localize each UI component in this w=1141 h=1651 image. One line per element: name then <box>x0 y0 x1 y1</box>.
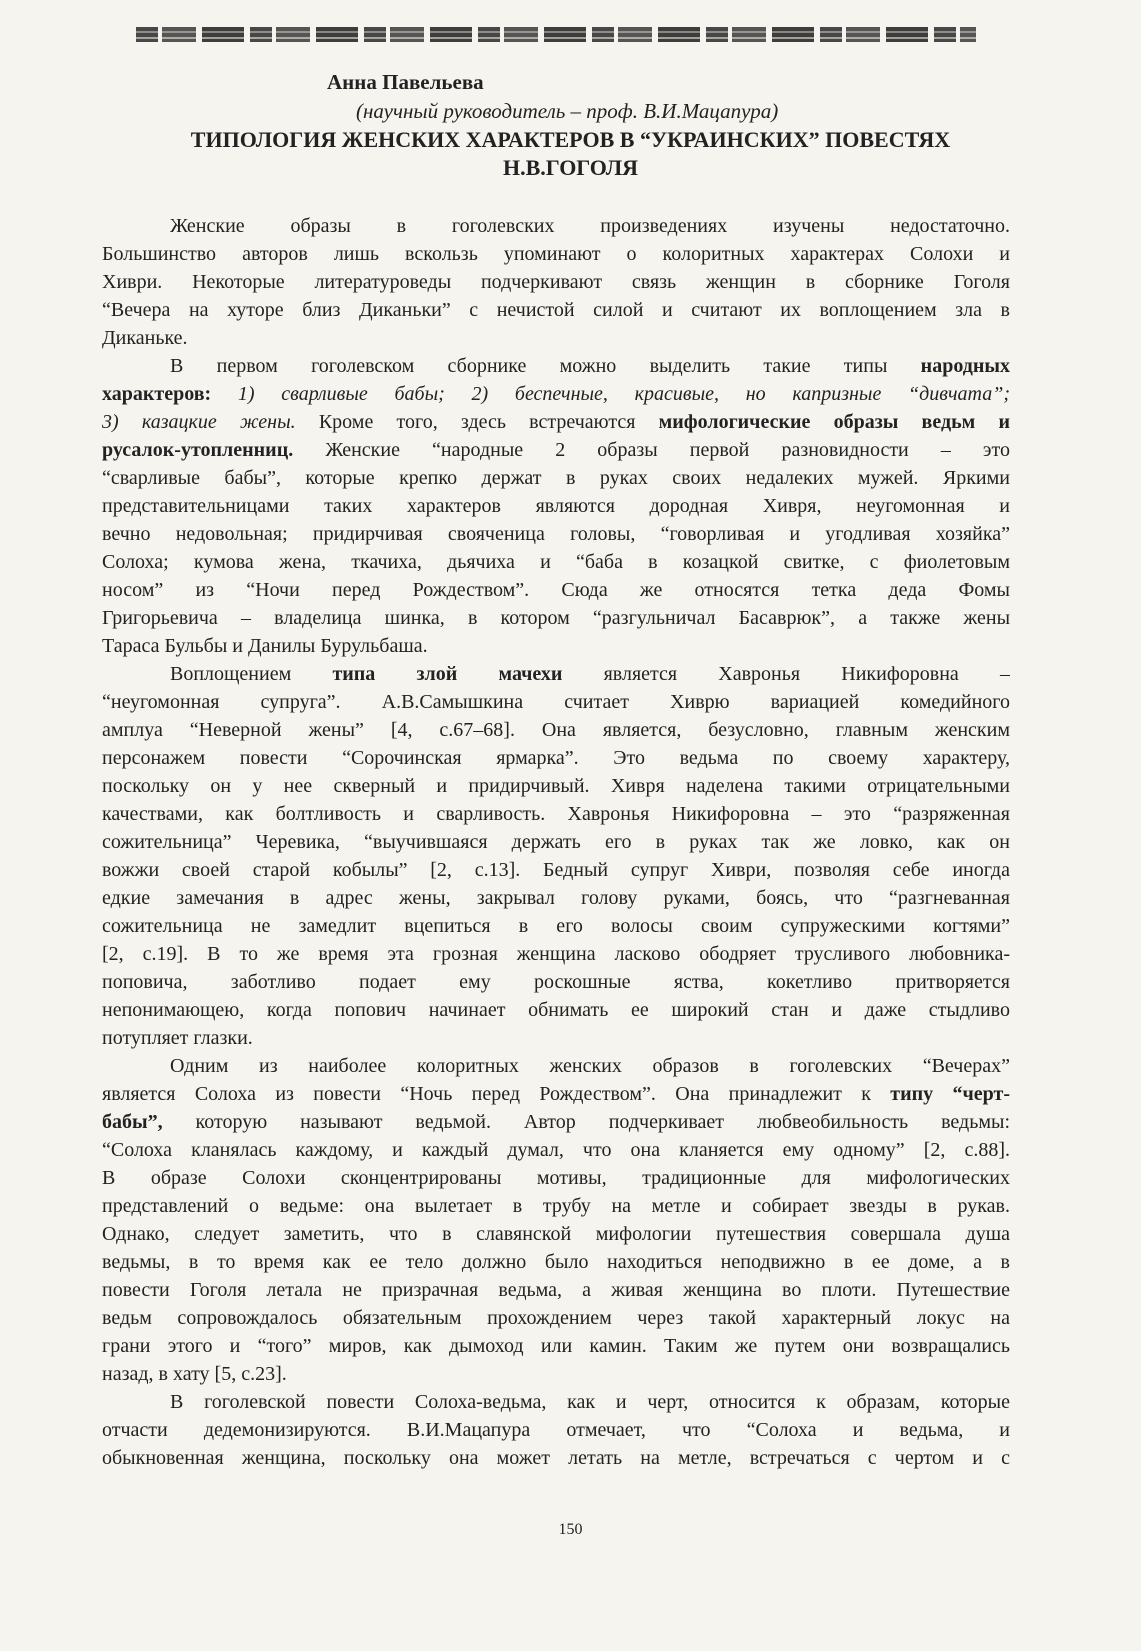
text-line <box>102 240 1010 268</box>
text-line <box>102 744 1010 772</box>
paragraph <box>102 660 1010 1052</box>
text-run: Хиври. Некоторые литературоведы подчеркивают связь женщин в сборнике Гоголя <box>102 271 1010 293</box>
text-run: вечно недовольная; придирчивая свояченица головы, “говорливая и угодливая хозяйка” <box>102 523 1010 545</box>
page-number: 150 <box>558 1521 583 1538</box>
text-run: непонимающею, когда попович начинает обнимать ее широкий стан и даже стыдливо <box>102 999 1010 1021</box>
text-run: Воплощением <box>170 663 333 685</box>
text-line <box>102 884 1010 912</box>
text-line <box>102 436 1010 464</box>
text-run: повести Гоголя летала не призрачная ведьма, а живая женщина во плоти. Путешествие <box>102 1279 1010 1301</box>
bold-text: типу “черт- <box>890 1083 1010 1105</box>
text-run: Большинство авторов лишь вскользь упоминают о колоритных характерах Солохи и <box>102 243 1010 265</box>
text-run: В первом гоголевском сборнике можно выделить такие типы <box>170 355 921 377</box>
text-line <box>102 1360 1010 1388</box>
text-run: ведьм сопровождалось обязательным прохождением через такой характерный локус на <box>102 1307 1010 1329</box>
text-run: Однако, следует заметить, что в славянской мифологии путешествия совершала душа <box>102 1223 1010 1245</box>
text-line <box>102 548 1010 576</box>
text-run: амплуа “Неверной жены” [4, с.67–68]. Она является, безусловно, главным женским <box>102 719 1010 741</box>
text-run: сожительница не замедлит вцепиться в его волосы своим супружескими когтями” <box>102 915 1010 937</box>
text-run: Женские “народные 2 образы первой разновидности – это <box>293 439 1010 461</box>
advisor-line: (научный руководитель – проф. В.И.Мацапура) <box>356 99 779 123</box>
text-run: Кроме того, здесь встречаются <box>295 411 659 433</box>
bold-text: мифологические образы ведьм и <box>658 411 1010 433</box>
text-run: отчасти дедемонизируются. В.И.Мацапура отмечает, что “Солоха и ведьма, и <box>102 1419 1010 1441</box>
text-line <box>102 1108 1010 1136</box>
text-run: которую называют ведьмой. Автор подчеркивает любвеобильность ведьмы: <box>162 1111 1010 1133</box>
text-run: Григорьевича – владелица шинка, в котором “разгульничал Басаврюк”, а также жены <box>102 607 1010 629</box>
text-line <box>102 1192 1010 1220</box>
text-line <box>102 268 1010 296</box>
text-run: В образе Солохи сконцентрированы мотивы, традиционные для мифологических <box>102 1167 1010 1189</box>
bold-text: характеров: <box>102 383 238 405</box>
text-line <box>102 1024 1010 1052</box>
text-line <box>102 492 1010 520</box>
text-run: Одним из наиболее колоритных женских образов в гоголевских “Вечерах” <box>170 1055 1010 1077</box>
text-line <box>102 604 1010 632</box>
paragraph <box>102 352 1010 660</box>
text-run: “неугомонная супруга”. А.В.Самышкина считает Хиврю вариацией комедийного <box>102 691 1010 713</box>
text-run: сожительница” Черевика, “выучившаяся держать его в руках так же ловко, как он <box>102 831 1010 853</box>
text-line <box>102 1332 1010 1360</box>
text-line <box>102 212 1010 240</box>
article-body <box>102 212 1010 1472</box>
text-run: [2, с.19]. В то же время эта грозная женщина ласково ободряет трусливого любовника- <box>102 943 1010 965</box>
italic-text: 1) сварливые бабы; 2) беспечные, красивые, но капризные “дивчата”; <box>237 383 1010 405</box>
decorative-ornament-band <box>136 27 976 42</box>
text-line <box>102 1052 1010 1080</box>
text-line <box>102 296 1010 324</box>
text-line <box>102 352 1010 380</box>
text-run: Тараса Бульбы и Данилы Бурульбаша. <box>102 635 428 657</box>
text-line <box>102 688 1010 716</box>
text-line <box>102 1444 1010 1472</box>
text-run: назад, в хату [5, с.23]. <box>102 1363 287 1385</box>
text-line <box>102 576 1010 604</box>
bold-text: русалок-утопленниц. <box>102 439 294 461</box>
article-title-line2: Н.В.ГОГОЛЯ <box>502 155 639 180</box>
text-line <box>102 968 1010 996</box>
text-run: представительницами таких характеров являются дородная Хивря, неугомонная и <box>102 495 1010 517</box>
text-line <box>102 1164 1010 1192</box>
text-run: качествами, как болтливость и сварливость. Хавронья Никифоровна – это “разряженная <box>102 803 1010 825</box>
text-run: грани этого и “того” миров, как дымоход или камин. Таким же путем они возвращались <box>102 1335 1010 1357</box>
text-run: поповича, заботливо подает ему роскошные яства, кокетливо притворяется <box>102 971 1010 993</box>
text-run: ведьмы, в то время как ее тело должно было находиться неподвижно в ее доме, а в <box>102 1251 1010 1273</box>
bold-text: народных <box>920 355 1010 377</box>
text-line <box>102 940 1010 968</box>
text-line <box>102 800 1010 828</box>
text-line <box>102 380 1010 408</box>
text-line <box>102 632 1010 660</box>
text-line <box>102 996 1010 1024</box>
bold-text: типа злой мачехи <box>332 663 563 685</box>
text-run: Женские образы в гоголевских произведениях изучены недостаточно. <box>170 215 1010 237</box>
text-line <box>102 772 1010 800</box>
bold-text: бабы”, <box>102 1111 163 1133</box>
text-run: представлений о ведьме: она вылетает в трубу на метле и собирает звезды в рукав. <box>102 1195 1010 1217</box>
text-line <box>102 716 1010 744</box>
text-run: обыкновенная женщина, поскольку она может летать на метле, встречаться с чертом и с <box>102 1447 1010 1469</box>
text-line <box>102 408 1010 436</box>
author-name: Анна Павельева <box>327 70 484 94</box>
text-run: “Вечера на хуторе близ Диканьки” с нечистой силой и считают их воплощением зла в <box>102 299 1010 321</box>
article-title: ТИПОЛОГИЯ ЖЕНСКИХ ХАРАКТЕРОВ В “УКРАИНСКИХ” ПОВЕСТЯХ <box>190 127 951 152</box>
text-run: Диканьке. <box>102 327 188 349</box>
text-line <box>102 464 1010 492</box>
text-run: носом” из “Ночи перед Рождеством”. Сюда же относятся тетка деда Фомы <box>102 579 1010 601</box>
text-run: является Солоха из повести “Ночь перед Рождеством”. Она принадлежит к <box>102 1083 891 1105</box>
italic-text: 3) казацкие жены. <box>102 411 296 433</box>
text-run: едкие замечания в адрес жены, закрывал голову руками, боясь, что “разгневанная <box>102 887 1010 909</box>
text-line <box>102 1136 1010 1164</box>
paragraph <box>102 1388 1010 1472</box>
text-line <box>102 828 1010 856</box>
text-run: вожжи своей старой кобылы” [2, с.13]. Бедный супруг Хиври, позволяя себе иногда <box>102 859 1010 881</box>
text-run: является Хавронья Никифоровна – <box>562 663 1010 685</box>
text-line <box>102 1304 1010 1332</box>
text-line <box>102 324 1010 352</box>
text-run: поскольку он у нее скверный и придирчивый. Хивря наделена такими отрицательными <box>102 775 1010 797</box>
text-line <box>102 856 1010 884</box>
text-run: потупляет глазки. <box>102 1027 253 1049</box>
text-line <box>102 1080 1010 1108</box>
text-line <box>102 1276 1010 1304</box>
text-line <box>102 912 1010 940</box>
text-line <box>102 1388 1010 1416</box>
text-run: В гоголевской повести Солоха-ведьма, как и черт, относится к образам, которые <box>170 1391 1010 1413</box>
text-line <box>102 1248 1010 1276</box>
text-run: Солоха; кумова жена, ткачиха, дьячиха и “баба в козацкой свитке, с фиолетовым <box>102 551 1010 573</box>
paragraph <box>102 1052 1010 1388</box>
text-line <box>102 1416 1010 1444</box>
text-line <box>102 1220 1010 1248</box>
paragraph <box>102 212 1010 352</box>
text-line <box>102 520 1010 548</box>
text-run: “Солоха кланялась каждому, и каждый думал, что она кланяется ему одному” [2, с.88]. <box>102 1139 1010 1161</box>
text-run: персонажем повести “Сорочинская ярмарка”. Это ведьма по своему характеру, <box>102 747 1010 769</box>
text-run: “сварливые бабы”, которые крепко держат в руках своих недалеких мужей. Яркими <box>102 467 1010 489</box>
text-line <box>102 660 1010 688</box>
